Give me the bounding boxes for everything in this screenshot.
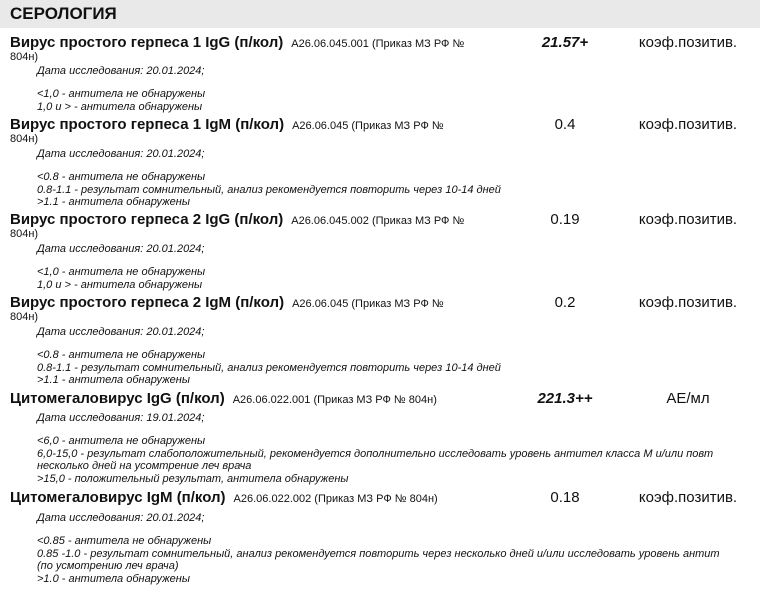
test-value: 221.3++ <box>537 390 593 407</box>
test-code: A26.06.045 (Приказ МЗ РФ № <box>292 298 444 310</box>
reference-line: несколько дней на усомтрение леч врача <box>37 460 252 472</box>
test-value: 0.18 <box>550 489 580 506</box>
test-name-line <box>10 490 438 507</box>
section-header <box>0 0 760 28</box>
test-value: 0.4 <box>554 116 576 133</box>
test-date: Дата исследования: 19.01.2024; <box>37 412 205 424</box>
reference-line: <6,0 - антитела не обнаружены <box>37 435 206 447</box>
test-name-line <box>10 117 444 134</box>
reference-line: (по усмотрению леч врача) <box>37 560 179 572</box>
reference-line: 0.85 -1.0 - результат сомнительный, анализ рекомендуется повторить через несколько дней и/или исследовать уровень антит <box>37 547 720 560</box>
section-title: СЕРОЛОГИЯ <box>10 4 117 23</box>
test-reference <box>37 435 713 485</box>
test-name-line <box>10 391 437 408</box>
reference-line: 6,0-15,0 - результат слабоположительный, рекомендуется дополнительно исследовать уровень антител класса М и/или повт <box>37 447 714 460</box>
test-unit: коэф.позитив. <box>638 211 738 228</box>
reference-line: <1,0 - антитела не обнаружены <box>37 88 206 100</box>
reference-line: <0.8 - антитела не обнаружены <box>37 349 206 361</box>
test-unit: коэф.позитив. <box>638 294 738 311</box>
test-reference <box>37 266 205 291</box>
test-code-wrap: 804н) <box>10 311 39 323</box>
reference-line: >1.1 - антитела обнаружены <box>37 374 190 386</box>
test-name: Цитомегаловирус IgG (п/кол) <box>10 390 225 407</box>
test-reference <box>37 171 501 209</box>
test-code: A26.06.045.002 (Приказ МЗ РФ № <box>291 215 465 227</box>
test-code: A26.06.022.001 (Приказ МЗ РФ № 804н) <box>232 394 437 406</box>
reference-line: 1,0 и > - антитела обнаружены <box>37 278 203 291</box>
test-name: Вирус простого герпеса 1 IgM (п/кол) <box>10 116 285 133</box>
test-value: 21.57+ <box>541 34 589 51</box>
test-code-wrap: 804н) <box>10 51 39 63</box>
test-unit: коэф.позитив. <box>638 116 738 133</box>
test-code-wrap: 804н) <box>10 228 39 240</box>
test-name-line <box>10 295 444 312</box>
test-code: A26.06.045.001 (Приказ МЗ РФ № <box>291 38 465 50</box>
test-unit: коэф.позитив. <box>638 489 738 506</box>
reference-line: >15,0 - положительный результат, антитела обнаружены <box>37 472 349 485</box>
test-date: Дата исследования: 20.01.2024; <box>37 65 205 77</box>
test-date: Дата исследования: 20.01.2024; <box>37 326 205 338</box>
test-name: Вирус простого герпеса 2 IgM (п/кол) <box>10 294 285 311</box>
test-unit: АЕ/мл <box>666 390 710 407</box>
test-name-line <box>10 212 464 229</box>
reference-line: <0.85 - антитела не обнаружены <box>37 535 212 547</box>
test-value: 0.19 <box>550 211 580 228</box>
reference-line: 1,0 и > - антитела обнаружены <box>37 100 203 113</box>
test-reference <box>37 349 501 387</box>
test-date: Дата исследования: 20.01.2024; <box>37 243 205 255</box>
test-reference <box>37 535 720 585</box>
reference-line: >1.0 - антитела обнаружены <box>37 572 190 585</box>
test-unit: коэф.позитив. <box>638 34 738 51</box>
test-code: A26.06.022.002 (Приказ МЗ РФ № 804н) <box>233 493 438 505</box>
test-reference <box>37 88 205 113</box>
test-name-line <box>10 35 464 52</box>
reference-line: <1,0 - антитела не обнаружены <box>37 266 206 278</box>
test-date: Дата исследования: 20.01.2024; <box>37 148 205 160</box>
reference-line: 0.8-1.1 - результат сомнительный, анализ рекомендуется повторить через 10-14 дней <box>37 183 501 196</box>
reference-line: 0.8-1.1 - результат сомнительный, анализ рекомендуется повторить через 10-14 дней <box>37 361 501 374</box>
test-date: Дата исследования: 20.01.2024; <box>37 512 205 524</box>
test-code-wrap: 804н) <box>10 133 39 145</box>
test-name: Вирус простого герпеса 1 IgG (п/кол) <box>10 34 284 51</box>
reference-line: >1.1 - антитела обнаружены <box>37 196 190 208</box>
reference-line: <0.8 - антитела не обнаружены <box>37 171 206 183</box>
test-code: A26.06.045 (Приказ МЗ РФ № <box>292 120 444 132</box>
test-name: Вирус простого герпеса 2 IgG (п/кол) <box>10 211 284 228</box>
test-value: 0.2 <box>554 294 576 311</box>
test-name: Цитомегаловирус IgM (п/кол) <box>10 489 226 506</box>
